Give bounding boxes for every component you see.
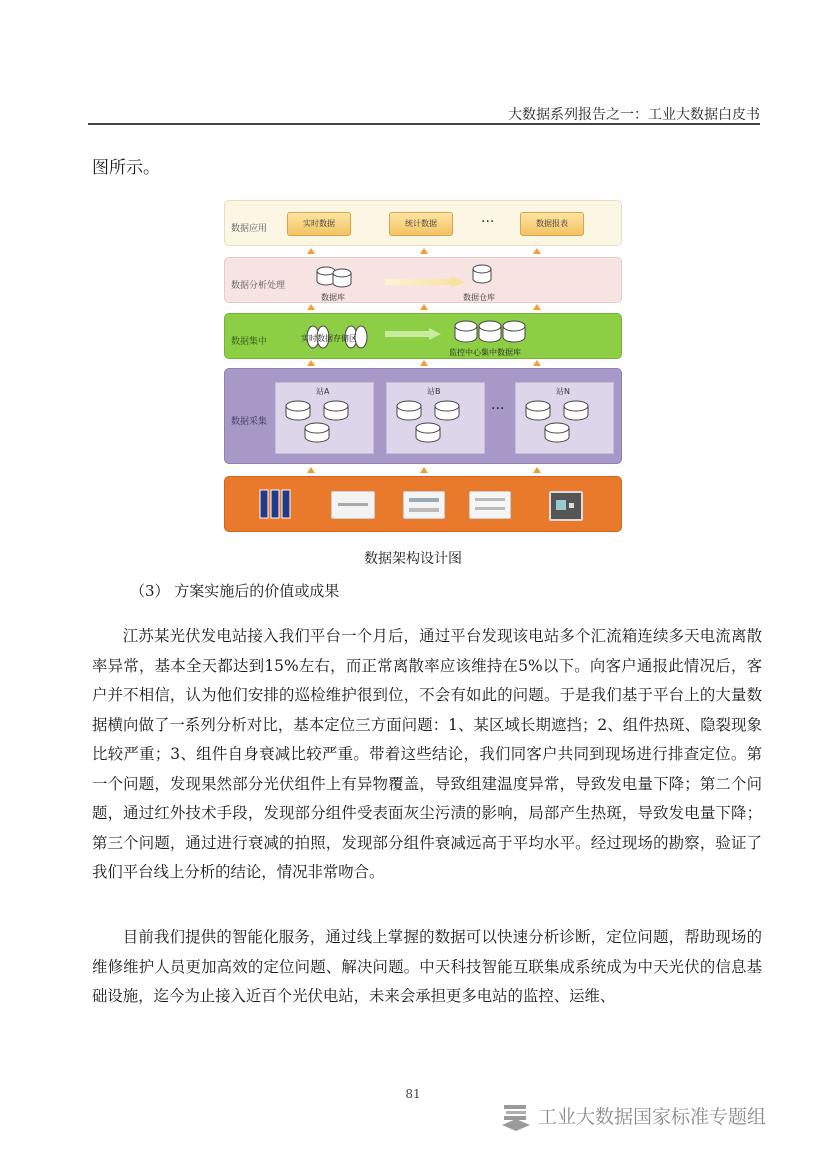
- database-cluster-icon: [395, 399, 475, 451]
- central-database-label: 监控中心集中数据库: [449, 348, 521, 357]
- ellipsis: ···: [491, 401, 505, 417]
- station-label: 站A: [316, 387, 330, 396]
- watermark-text: 工业大数据国家标准专题组: [538, 1106, 767, 1128]
- station-label: 站N: [556, 387, 570, 396]
- ellipsis: ···: [481, 214, 495, 230]
- layer-data-analysis: [224, 257, 622, 303]
- station-a: [275, 382, 374, 454]
- arrow-right-icon: [385, 276, 465, 288]
- station-b: [386, 382, 485, 454]
- layer-data-application: [224, 200, 622, 246]
- layer-label: 数据分析处理: [231, 281, 286, 291]
- paragraph: 目前我们提供的智能化服务，通过线上掌握的数据可以快速分析诊断，定位问题，帮助现场的维修维护人员更加高效的定位问题、解决问题。中天科技智能互联集成系统成为中天光伏的信息基础设施，迄今为止接入近百个光伏电站，未来会承担更多电站的监控、运维、: [92, 928, 762, 1005]
- section-heading: （3） 方案实施后的价值或成果: [130, 582, 340, 600]
- statistics-data-box: 统计数据: [389, 212, 453, 236]
- lead-text: 图所示。: [92, 158, 160, 178]
- central-database-icon: [453, 319, 529, 345]
- layer-data-concentration: [224, 313, 622, 359]
- inverter-icon: [403, 491, 445, 519]
- database-icon: [315, 264, 355, 290]
- combiner-box-icon: [331, 491, 375, 519]
- meter-icon: [549, 491, 583, 521]
- layer-label: 数据集中: [231, 337, 268, 347]
- transformer-icon: [469, 491, 511, 519]
- figure-caption: 数据架构设计图: [364, 551, 462, 567]
- arrow-up-icon: [533, 360, 541, 366]
- data-warehouse-icon: [471, 263, 493, 285]
- arrow-up-icon: [307, 304, 315, 310]
- layer-label: 数据应用: [231, 224, 268, 234]
- page-number: 81: [405, 1087, 421, 1101]
- solar-panel-icon: [259, 489, 293, 519]
- station-label: 站B: [427, 387, 441, 396]
- layer-field-devices: [224, 476, 622, 532]
- arrow-up-icon: [420, 360, 428, 366]
- book-logo-icon: [500, 1101, 532, 1131]
- arrow-up-icon: [307, 360, 315, 366]
- layer-data-collection: [224, 368, 622, 464]
- arrow-up-icon: [420, 304, 428, 310]
- database-cluster-icon: [284, 399, 364, 451]
- realtime-data-box: 实时数据: [287, 212, 351, 236]
- arrow-up-icon: [533, 248, 541, 254]
- arrow-up-icon: [307, 248, 315, 254]
- header-title: 大数据系列报告之一：工业大数据白皮书: [508, 107, 760, 123]
- paragraph: 江苏某光伏发电站接入我们平台一个月后，通过平台发现该电站多个汇流箱连续多天电流离散率异常，基本全天都达到15%左右，而正常离散率应该维持在5%以下。向客户通报此情况后，客户并不相信，认为他们安排的巡检维护很到位，不会有如此的问题。于是我们基于平台上的大量数据横向做了一系列分析对比，基本定位三方面问题：1、某区域长期遮挡；2、组件热斑、隐裂现象比较严重；3、组件自身衰减比较严重。带着这些结论，我们同客户共同到现场进行排查定位。第一个问题，发现果然部分光伏组件上有异物覆盖，导致组建温度异常，导致发电量下降；第二个问题，通过红外技术手段，发现部分组件受表面灰尘污渍的影响，局部产生热斑，导致发电量下降；第三个问题，通过进行衰减的拍照，发现部分组件衰减远高于平均水平。经过现场的勘察，验证了我们平台线上分析的结论，情况非常吻合。: [92, 627, 762, 881]
- data-report-box: 数据报表: [520, 212, 584, 236]
- station-n: [515, 382, 614, 454]
- database-cluster-icon: [524, 399, 604, 451]
- database-label: 数据库: [321, 293, 345, 302]
- realtime-storage-label: 实时数据存储区: [301, 334, 357, 343]
- arrow-up-icon: [533, 304, 541, 310]
- watermark: [500, 1099, 770, 1135]
- arrow-up-icon: [533, 467, 541, 473]
- layer-label: 数据采集: [231, 417, 268, 427]
- header-rule: [88, 123, 760, 125]
- data-warehouse-label: 数据仓库: [463, 293, 495, 302]
- arrow-right-icon: [385, 328, 441, 340]
- arrow-up-icon: [420, 248, 428, 254]
- arrow-up-icon: [420, 467, 428, 473]
- arrow-up-icon: [307, 467, 315, 473]
